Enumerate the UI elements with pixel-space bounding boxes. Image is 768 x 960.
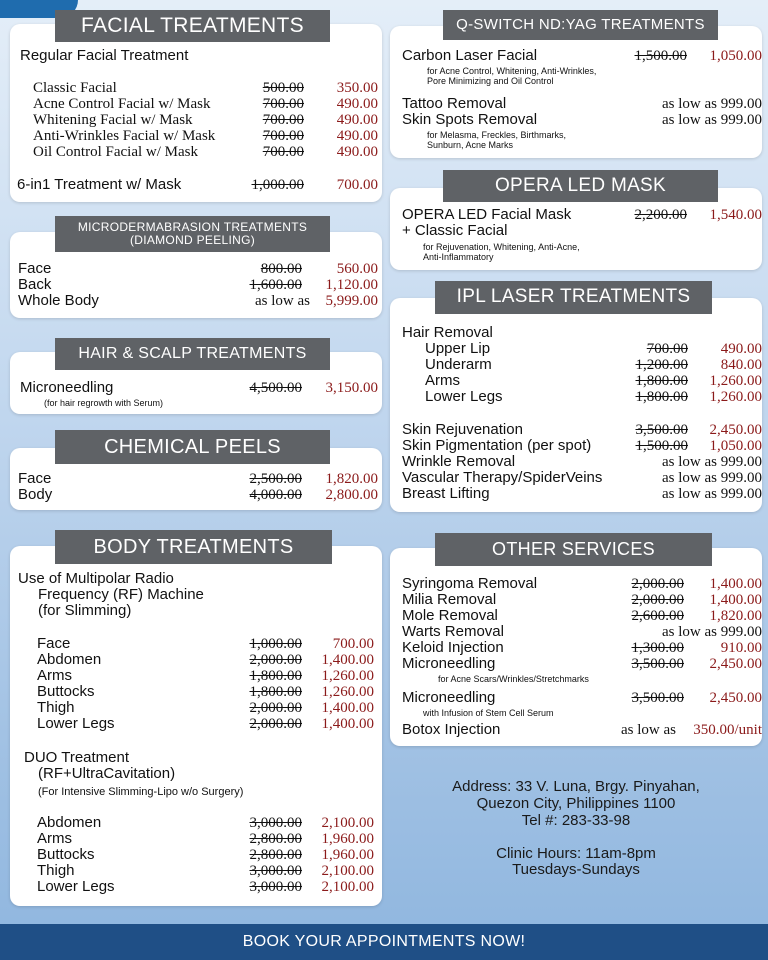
facial-item-name: Classic Facial bbox=[33, 80, 117, 96]
ipl-hair-item-new-price: 490.00 bbox=[720, 341, 762, 357]
book-appointment-banner[interactable]: BOOK YOUR APPOINTMENTS NOW! bbox=[0, 924, 768, 960]
micro-item-new-price: 5,999.00 bbox=[325, 293, 378, 309]
facial-item-name: Anti-Wrinkles Facial w/ Mask bbox=[33, 128, 216, 144]
body-header: BODY TREATMENTS bbox=[55, 530, 332, 564]
opera-note: for Rejuvenation, Whitening, Anti-Acne, bbox=[423, 242, 580, 252]
hair-item-old-price: 4,500.00 bbox=[249, 380, 302, 396]
qswitch-carbon-note: Pore Minimizing and Oil Control bbox=[427, 76, 554, 86]
body-rf-item-new-price: 700.00 bbox=[332, 636, 374, 652]
facial-header: FACIAL TREATMENTS bbox=[55, 10, 330, 42]
body-rf-item-old-price: 1,800.00 bbox=[249, 684, 302, 700]
other-item-old-price: 2,000.00 bbox=[631, 576, 684, 592]
ipl-hair-item-old-price: 1,200.00 bbox=[635, 357, 688, 373]
micro-item-old-price: 1,600.00 bbox=[249, 277, 302, 293]
other-keloid-name: Keloid Injection bbox=[402, 639, 504, 656]
body-duo-title: DUO Treatment bbox=[24, 749, 130, 766]
body-rf-item-old-price: 2,000.00 bbox=[249, 652, 302, 668]
body-rf-item-name: Face bbox=[37, 635, 71, 652]
body-duo-item-old-price: 3,000.00 bbox=[249, 815, 302, 831]
body-duo-item-name: Thigh bbox=[37, 862, 75, 879]
facial-item-new-price: 490.00 bbox=[336, 144, 378, 160]
ipl-hair-item-new-price: 1,260.00 bbox=[709, 389, 762, 405]
facial-item-new-price: 350.00 bbox=[336, 80, 378, 96]
body-duo-item-name: Arms bbox=[37, 830, 72, 847]
body-intro-line: Use of Multipolar Radio bbox=[18, 570, 174, 587]
ipl-aslow-item-price: as low as 999.00 bbox=[662, 470, 762, 486]
other-warts-price: as low as 999.00 bbox=[662, 624, 762, 640]
qswitch-spots-price: as low as 999.00 bbox=[662, 112, 762, 128]
ipl-hair-item-name: Arms bbox=[425, 372, 460, 389]
other-item-name: Mole Removal bbox=[402, 607, 498, 624]
opera-old-price: 2,200.00 bbox=[634, 207, 687, 223]
body-rf-item-old-price: 1,000.00 bbox=[249, 636, 302, 652]
other-item-new-price: 1,400.00 bbox=[709, 576, 762, 592]
ipl-aslow-item-price: as low as 999.00 bbox=[662, 454, 762, 470]
other-header: OTHER SERVICES bbox=[435, 533, 712, 566]
body-rf-item-name: Abdomen bbox=[37, 651, 102, 668]
body-duo-item-new-price: 1,960.00 bbox=[321, 831, 374, 847]
qswitch-carbon-old-price: 1,500.00 bbox=[634, 48, 687, 64]
ipl-hair-removal: Hair Removal bbox=[402, 324, 493, 341]
ipl-skin-rej-old-price: 3,500.00 bbox=[635, 422, 688, 438]
micro-aslow-prefix: as low as bbox=[255, 293, 310, 309]
micro-header-line2: (DIAMOND PEELING) bbox=[129, 233, 256, 247]
ipl-aslow-item-name: Breast Lifting bbox=[402, 485, 490, 502]
other-botox-price: 350.00/unit bbox=[693, 722, 762, 738]
facial-item-name: Acne Control Facial w/ Mask bbox=[33, 96, 211, 112]
body-duo-subtitle: (RF+UltraCavitation) bbox=[38, 765, 176, 782]
peels-item-name: Body bbox=[18, 486, 53, 503]
qswitch-carbon-name: Carbon Laser Facial bbox=[402, 47, 538, 64]
facial-item-old-price: 500.00 bbox=[262, 80, 304, 96]
opera-line1: OPERA LED Facial Mask bbox=[402, 206, 572, 223]
micro-item-new-price: 1,120.00 bbox=[325, 277, 378, 293]
ipl-hair-item-old-price: 1,800.00 bbox=[635, 373, 688, 389]
micro-item-name: Whole Body bbox=[18, 292, 99, 309]
body-duo-item-name: Lower Legs bbox=[37, 878, 115, 895]
peels-item-old-price: 4,000.00 bbox=[249, 487, 302, 503]
body-duo-item-new-price: 2,100.00 bbox=[321, 863, 374, 879]
other-item-name: Milia Removal bbox=[402, 591, 497, 608]
other-keloid-old-price: 1,300.00 bbox=[631, 640, 684, 656]
peels-item-name: Face bbox=[18, 470, 52, 487]
facial-item-old-price: 1,000.00 bbox=[251, 177, 304, 193]
ipl-header: IPL LASER TREATMENTS bbox=[435, 281, 712, 314]
facial-item-new-price: 490.00 bbox=[336, 112, 378, 128]
hair-item-new-price: 3,150.00 bbox=[325, 380, 378, 396]
facial-item-new-price: 490.00 bbox=[336, 128, 378, 144]
address-line: Quezon City, Philippines 1100 bbox=[476, 795, 676, 812]
ipl-aslow-item-name: Vascular Therapy/SpiderVeins bbox=[402, 469, 603, 486]
qswitch-spots-name: Skin Spots Removal bbox=[402, 111, 538, 128]
opera-line2: + Classic Facial bbox=[402, 222, 508, 239]
peels-item-old-price: 2,500.00 bbox=[249, 471, 302, 487]
other-botox-prefix: as low as bbox=[621, 722, 676, 738]
body-rf-item-name: Arms bbox=[37, 667, 72, 684]
body-rf-item-old-price: 2,000.00 bbox=[249, 716, 302, 732]
address-line: Address: 33 V. Luna, Brgy. Pinyahan, bbox=[452, 778, 700, 795]
clinic-days: Tuesdays-Sundays bbox=[512, 861, 640, 878]
facial-item-name: 6-in1 Treatment w/ Mask bbox=[17, 176, 182, 193]
body-rf-item-new-price: 1,400.00 bbox=[321, 716, 374, 732]
body-rf-item-old-price: 2,000.00 bbox=[249, 700, 302, 716]
facial-item-old-price: 700.00 bbox=[262, 112, 304, 128]
body-rf-item-name: Thigh bbox=[37, 699, 75, 716]
facial-item-old-price: 700.00 bbox=[262, 96, 304, 112]
micro-item-old-price: 800.00 bbox=[260, 261, 302, 277]
other-microneedling-new-price: 2,450.00 bbox=[709, 656, 762, 672]
facial-item-name: Oil Control Facial w/ Mask bbox=[33, 144, 198, 160]
ipl-hair-item-name: Underarm bbox=[425, 356, 492, 373]
peels-header: CHEMICAL PEELS bbox=[55, 430, 330, 464]
body-duo-item-name: Abdomen bbox=[37, 814, 102, 831]
opera-header: OPERA LED MASK bbox=[443, 170, 718, 202]
facial-item-old-price: 700.00 bbox=[262, 128, 304, 144]
other-keloid-new-price: 910.00 bbox=[720, 640, 762, 656]
body-duo-item-old-price: 2,800.00 bbox=[249, 847, 302, 863]
body-duo-item-old-price: 3,000.00 bbox=[249, 879, 302, 895]
facial-item-new-price: 490.00 bbox=[336, 96, 378, 112]
qswitch-spots-note: for Melasma, Freckles, Birthmarks, bbox=[427, 130, 567, 140]
other-microneedling-note: with Infusion of Stem Cell Serum bbox=[423, 708, 554, 718]
other-botox-name: Botox Injection bbox=[402, 721, 501, 738]
body-rf-item-old-price: 1,800.00 bbox=[249, 668, 302, 684]
body-rf-item-new-price: 1,260.00 bbox=[321, 684, 374, 700]
micro-item-name: Face bbox=[18, 260, 52, 277]
other-microneedling-name: Microneedling bbox=[402, 655, 496, 672]
body-duo-item-old-price: 3,000.00 bbox=[249, 863, 302, 879]
body-duo-note: (For Intensive Slimming-Lipo w/o Surgery) bbox=[38, 786, 244, 798]
micro-item-name: Back bbox=[18, 276, 52, 293]
ipl-skin-pig-old-price: 1,500.00 bbox=[635, 438, 688, 454]
other-warts-name: Warts Removal bbox=[402, 623, 504, 640]
body-duo-item-name: Buttocks bbox=[37, 846, 95, 863]
body-duo-item-new-price: 2,100.00 bbox=[321, 815, 374, 831]
peels-item-new-price: 2,800.00 bbox=[325, 487, 378, 503]
other-microneedling-old-price: 3,500.00 bbox=[631, 690, 684, 706]
body-rf-item-name: Buttocks bbox=[37, 683, 95, 700]
body-intro-line: (for Slimming) bbox=[38, 602, 132, 619]
other-microneedling-note: for Acne Scars/Wrinkles/Stretchmarks bbox=[438, 674, 589, 684]
qswitch-header: Q-SWITCH ND:YAG TREATMENTS bbox=[443, 10, 718, 40]
other-item-new-price: 1,820.00 bbox=[709, 608, 762, 624]
opera-note: Anti-Inflammatory bbox=[423, 252, 494, 262]
facial-item-name: Whitening Facial w/ Mask bbox=[33, 112, 193, 128]
other-microneedling-new-price: 2,450.00 bbox=[709, 690, 762, 706]
other-item-new-price: 1,400.00 bbox=[709, 592, 762, 608]
qswitch-spots-note: Sunburn, Acne Marks bbox=[427, 140, 514, 150]
ipl-aslow-item-name: Wrinkle Removal bbox=[402, 453, 516, 470]
telephone: Tel #: 283-33-98 bbox=[521, 812, 631, 829]
ipl-skin-pig-name: Skin Pigmentation (per spot) bbox=[402, 437, 592, 454]
facial-item-old-price: 700.00 bbox=[262, 144, 304, 160]
ipl-hair-item-name: Upper Lip bbox=[425, 340, 491, 357]
micro-item-new-price: 560.00 bbox=[336, 261, 378, 277]
other-item-old-price: 2,600.00 bbox=[631, 608, 684, 624]
clinic-hours: Clinic Hours: 11am-8pm bbox=[496, 845, 656, 862]
hair-header: HAIR & SCALP TREATMENTS bbox=[55, 338, 330, 370]
other-microneedling-name: Microneedling bbox=[402, 689, 496, 706]
hair-item-name: Microneedling bbox=[20, 379, 114, 396]
qswitch-carbon-new-price: 1,050.00 bbox=[709, 48, 762, 64]
qswitch-tattoo-price: as low as 999.00 bbox=[662, 96, 762, 112]
peels-item-new-price: 1,820.00 bbox=[325, 471, 378, 487]
ipl-aslow-item-price: as low as 999.00 bbox=[662, 486, 762, 502]
ipl-hair-item-new-price: 840.00 bbox=[720, 357, 762, 373]
qswitch-tattoo-name: Tattoo Removal bbox=[402, 95, 507, 112]
ipl-skin-pig-new-price: 1,050.00 bbox=[709, 438, 762, 454]
body-intro-line: Frequency (RF) Machine bbox=[38, 586, 204, 603]
body-duo-item-new-price: 1,960.00 bbox=[321, 847, 374, 863]
body-rf-item-new-price: 1,400.00 bbox=[321, 700, 374, 716]
ipl-hair-item-name: Lower Legs bbox=[425, 388, 503, 405]
body-duo-item-new-price: 2,100.00 bbox=[321, 879, 374, 895]
body-rf-item-new-price: 1,260.00 bbox=[321, 668, 374, 684]
body-rf-item-new-price: 1,400.00 bbox=[321, 652, 374, 668]
qswitch-carbon-note: for Acne Control, Whitening, Anti-Wrinkles, bbox=[427, 66, 597, 76]
body-duo-item-old-price: 2,800.00 bbox=[249, 831, 302, 847]
hair-item-note: (for hair regrowth with Serum) bbox=[44, 398, 164, 408]
micro-header bbox=[55, 216, 330, 252]
other-item-name: Syringoma Removal bbox=[402, 575, 538, 592]
ipl-skin-rej-new-price: 2,450.00 bbox=[709, 422, 762, 438]
ipl-hair-item-new-price: 1,260.00 bbox=[709, 373, 762, 389]
other-microneedling-old-price: 3,500.00 bbox=[631, 656, 684, 672]
facial-item-new-price: 700.00 bbox=[336, 177, 378, 193]
body-rf-item-name: Lower Legs bbox=[37, 715, 115, 732]
micro-header-line1: MICRODERMABRASION TREATMENTS bbox=[77, 219, 308, 234]
other-item-old-price: 2,000.00 bbox=[631, 592, 684, 608]
ipl-hair-item-old-price: 700.00 bbox=[646, 341, 688, 357]
ipl-skin-rej-name: Skin Rejuvenation bbox=[402, 421, 523, 438]
opera-new-price: 1,540.00 bbox=[709, 207, 762, 223]
facial-subheader: Regular Facial Treatment bbox=[20, 47, 189, 64]
ipl-hair-item-old-price: 1,800.00 bbox=[635, 389, 688, 405]
